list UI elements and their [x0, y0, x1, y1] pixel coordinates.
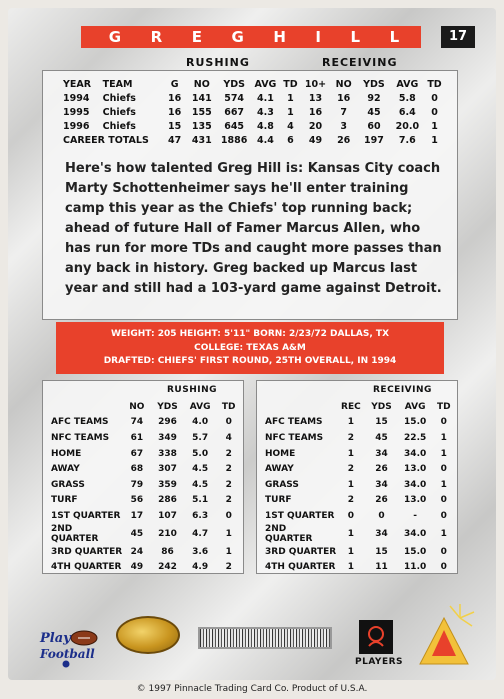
- rushing-split-header: [45, 399, 241, 415]
- table-cell: 3: [340, 120, 347, 132]
- name-letter: R: [150, 28, 177, 46]
- receiving-split-row: [259, 430, 455, 446]
- table-cell: 107: [158, 510, 177, 521]
- table-cell: 4.5: [192, 464, 209, 475]
- vitals-line-2: COLLEGE: TEXAS A&M: [194, 342, 306, 353]
- receiving-split-table: [259, 399, 455, 575]
- career-row: [63, 133, 445, 147]
- col-rush-yds: YDS: [223, 78, 245, 90]
- split-col-td: TD: [221, 401, 236, 412]
- table-cell: 1: [440, 432, 447, 443]
- table-cell: 0: [347, 510, 354, 521]
- receiving-split-row: [259, 524, 455, 544]
- table-cell: 56: [130, 495, 144, 506]
- table-cell: 45: [367, 106, 381, 118]
- table-cell: 45: [375, 432, 388, 443]
- player-vitals: [56, 322, 444, 374]
- split-col-label: [259, 399, 337, 415]
- table-cell: NFC TEAMS: [51, 432, 110, 443]
- table-cell: 1ST QUARTER: [51, 510, 121, 521]
- rushing-split-table: [45, 399, 241, 575]
- table-cell: 0: [225, 417, 232, 428]
- table-cell: 1: [431, 120, 438, 132]
- table-cell: 1: [347, 528, 354, 539]
- table-cell: 1994: [63, 92, 90, 104]
- table-cell: 210: [158, 528, 177, 539]
- table-cell: Chiefs: [102, 120, 136, 132]
- split-col-yds: YDS: [157, 401, 178, 412]
- table-cell: 1: [431, 134, 438, 146]
- name-letter: I: [315, 28, 336, 46]
- table-cell: 1: [347, 448, 354, 459]
- name-letter: E: [191, 28, 216, 46]
- table-cell: 1: [287, 92, 294, 104]
- table-cell: AWAY: [51, 464, 80, 475]
- career-receiving-heading: RECEIVING: [322, 56, 398, 69]
- table-cell: 49: [130, 562, 144, 573]
- table-cell: 34.0: [404, 448, 427, 459]
- vitals-line-3: DRAFTED: CHIEFS' FIRST ROUND, 25TH OVERALL, IN 1994: [103, 356, 397, 366]
- table-cell: 2: [225, 562, 232, 573]
- table-cell: 7: [340, 106, 347, 118]
- table-cell: 3RD QUARTER: [265, 546, 337, 557]
- table-cell: 34.0: [404, 528, 427, 539]
- table-cell: 667: [224, 106, 245, 118]
- col-10plus: 10+: [304, 78, 327, 90]
- receiving-split-row: [259, 446, 455, 462]
- receiving-split-row: [259, 508, 455, 524]
- col-rush-td: TD: [283, 78, 298, 90]
- split-col-rec: REC: [341, 401, 361, 412]
- table-cell: 22.5: [404, 432, 427, 443]
- table-cell: 15: [375, 417, 388, 428]
- table-cell: 74: [130, 417, 144, 428]
- career-stats-table: [63, 77, 445, 147]
- table-cell: 338: [158, 448, 177, 459]
- table-cell: 4.9: [192, 562, 209, 573]
- rushing-split-row: [45, 559, 241, 575]
- rushing-split-row: [45, 508, 241, 524]
- career-stats-panel: [42, 70, 458, 320]
- table-cell: -: [413, 510, 418, 521]
- career-header-row: [63, 77, 445, 91]
- receiving-split-body: [259, 415, 455, 575]
- football-icon: [38, 624, 104, 668]
- table-cell: TURF: [265, 495, 292, 506]
- table-cell: 1886: [220, 134, 248, 146]
- table-cell: HOME: [51, 448, 82, 459]
- table-cell: 141: [191, 92, 212, 104]
- table-cell: 15.0: [404, 417, 427, 428]
- table-cell: 68: [130, 464, 144, 475]
- table-cell: 3RD QUARTER: [51, 546, 123, 557]
- table-cell: 3.6: [192, 546, 209, 557]
- table-cell: 2: [225, 495, 232, 506]
- table-cell: GRASS: [265, 479, 299, 490]
- split-col-no: NO: [129, 401, 145, 412]
- table-cell: 4.1: [257, 92, 274, 104]
- table-cell: 1: [225, 546, 232, 557]
- receiving-split-row: [259, 477, 455, 493]
- col-rec-td: TD: [427, 78, 442, 90]
- players-logo-icon: [359, 620, 393, 654]
- table-cell: 79: [130, 479, 144, 490]
- svg-text:Play: Play: [40, 631, 71, 646]
- table-cell: 24: [130, 546, 144, 557]
- table-cell: AFC TEAMS: [265, 417, 323, 428]
- table-cell: 60: [367, 120, 381, 132]
- play-football-logo: [38, 624, 104, 668]
- copyright-footer: © 1997 Pinnacle Trading Card Co. Product of U.S.A.: [136, 684, 368, 694]
- table-cell: 4: [225, 432, 232, 443]
- career-rushing-heading: RUSHING: [186, 56, 250, 69]
- table-cell: 15.0: [404, 546, 427, 557]
- table-cell: 34: [375, 448, 388, 459]
- table-cell: 0: [440, 417, 447, 428]
- vitals-line-1: WEIGHT: 205 HEIGHT: 5'11" BORN: 2/23/72 DALLAS, TX: [110, 329, 390, 339]
- table-cell: 11.0: [404, 562, 427, 573]
- receiving-split-row: [259, 493, 455, 509]
- gold-seal-icon: [116, 616, 180, 654]
- table-cell: 4.8: [257, 120, 274, 132]
- table-cell: 61: [130, 432, 144, 443]
- table-cell: AFC TEAMS: [51, 417, 109, 428]
- rushing-split-row: [45, 446, 241, 462]
- table-cell: 16: [168, 106, 182, 118]
- receiving-split-row: [259, 461, 455, 477]
- table-cell: 5.0: [192, 448, 209, 459]
- table-cell: 1: [440, 448, 447, 459]
- table-cell: 6.3: [192, 510, 209, 521]
- table-cell: 26: [375, 464, 388, 475]
- table-cell: 0: [378, 510, 385, 521]
- table-cell: 34: [375, 528, 388, 539]
- table-cell: 0: [440, 464, 447, 475]
- col-rec-no: NO: [335, 78, 352, 90]
- table-cell: Chiefs: [102, 106, 136, 118]
- table-cell: 1: [347, 546, 354, 557]
- table-cell: 5.7: [192, 432, 209, 443]
- col-rush-avg: AVG: [254, 78, 277, 90]
- table-cell: 2ND QUARTER: [51, 523, 99, 544]
- table-cell: 1: [347, 562, 354, 573]
- table-cell: 4TH QUARTER: [51, 562, 122, 573]
- table-cell: 574: [224, 92, 245, 104]
- table-cell: 16: [168, 92, 182, 104]
- table-cell: AWAY: [265, 464, 294, 475]
- col-year: YEAR: [63, 78, 92, 90]
- table-cell: 242: [158, 562, 177, 573]
- table-cell: 6: [287, 134, 294, 146]
- table-cell: 2ND QUARTER: [265, 523, 313, 544]
- rushing-split-row: [45, 430, 241, 446]
- receiving-split-header: [259, 399, 455, 415]
- table-cell: 0: [431, 92, 438, 104]
- table-cell: 0: [431, 106, 438, 118]
- receiving-split-row: [259, 415, 455, 431]
- rushing-split-row: [45, 493, 241, 509]
- table-cell: 20.0: [395, 120, 420, 132]
- table-cell: 1ST QUARTER: [265, 510, 335, 521]
- rushing-split-title: RUSHING: [167, 385, 218, 395]
- table-cell: 34.0: [404, 479, 427, 490]
- split-col-td: TD: [436, 401, 451, 412]
- table-cell: 1995: [63, 106, 90, 118]
- players-inc-logo: [355, 620, 404, 670]
- table-cell: 5.8: [398, 92, 416, 104]
- table-cell: 1: [347, 417, 354, 428]
- table-cell: 4.0: [192, 417, 209, 428]
- table-cell: 15: [375, 546, 388, 557]
- table-cell: 2: [225, 464, 232, 475]
- table-cell: 4.4: [257, 134, 274, 146]
- table-cell: 11: [375, 562, 388, 573]
- table-cell: 16: [337, 92, 351, 104]
- name-letter: L: [350, 28, 375, 46]
- table-cell: 0: [440, 562, 447, 573]
- career-row: [63, 119, 445, 133]
- table-cell: 2: [225, 479, 232, 490]
- col-rec-yds: YDS: [363, 78, 385, 90]
- table-cell: 20: [308, 120, 323, 132]
- split-col-avg: AVG: [404, 401, 426, 412]
- table-cell: 135: [191, 120, 212, 132]
- table-cell: 13.0: [404, 464, 427, 475]
- rushing-split-row: [45, 544, 241, 560]
- table-cell: 4.3: [257, 106, 274, 118]
- table-cell: 0: [225, 510, 232, 521]
- table-cell: 645: [224, 120, 245, 132]
- table-cell: CAREER TOTALS: [63, 134, 149, 146]
- rushing-split-row: [45, 477, 241, 493]
- career-stats-body: [63, 91, 445, 147]
- name-letter: L: [389, 28, 414, 46]
- receiving-split-title: RECEIVING: [373, 385, 432, 395]
- split-col-label: [45, 399, 123, 415]
- table-cell: 0: [440, 495, 447, 506]
- table-cell: 359: [158, 479, 177, 490]
- name-letter: G: [108, 28, 136, 46]
- table-cell: 1996: [63, 120, 90, 132]
- table-cell: 7.6: [398, 134, 416, 146]
- split-col-yds: YDS: [371, 401, 392, 412]
- table-cell: 16: [308, 106, 323, 118]
- receiving-split-panel: [256, 380, 458, 574]
- table-cell: 26: [375, 495, 388, 506]
- card-number: 17: [441, 26, 475, 48]
- rushing-split-panel: [42, 380, 244, 574]
- table-cell: 4.7: [192, 528, 209, 539]
- table-cell: 6.4: [398, 106, 416, 118]
- split-col-avg: AVG: [189, 401, 211, 412]
- table-cell: Chiefs: [102, 92, 136, 104]
- table-cell: 155: [191, 106, 212, 118]
- table-cell: 92: [367, 92, 381, 104]
- svg-text:Football: Football: [40, 647, 95, 661]
- col-team: TEAM: [102, 78, 133, 90]
- table-cell: 307: [158, 464, 177, 475]
- career-row: [63, 105, 445, 119]
- table-cell: NFC TEAMS: [265, 432, 324, 443]
- career-row: [63, 91, 445, 105]
- table-cell: 4.5: [192, 479, 209, 490]
- table-cell: 45: [130, 528, 144, 539]
- col-games: G: [170, 78, 179, 90]
- table-cell: 15: [168, 120, 182, 132]
- player-name-banner: [81, 26, 421, 48]
- player-bio: Here's how talented Greg Hill is: Kansas City coach Marty Schottenheimer says he'll enter training camp this year as the Chiefs' top running back; ahead of future Hall of Famer Marcus Allen, who has run for more TDs and caught more passes than any back in history. Greg backed up Marcus last year and still had a 103-yard game against Detroit.: [65, 161, 442, 296]
- players-label: PLAYERS: [355, 657, 404, 667]
- name-letter: G: [231, 28, 258, 46]
- table-cell: 1: [440, 528, 447, 539]
- table-cell: TURF: [51, 495, 78, 506]
- table-cell: 2: [347, 495, 354, 506]
- col-rush-no: NO: [193, 78, 210, 90]
- table-cell: 296: [158, 417, 177, 428]
- rushing-split-row: [45, 415, 241, 431]
- table-cell: 2: [225, 448, 232, 459]
- table-cell: 67: [130, 448, 144, 459]
- table-cell: 2: [347, 432, 354, 443]
- table-cell: 4: [287, 120, 294, 132]
- col-rec-avg: AVG: [396, 78, 419, 90]
- barcode-hologram: [198, 627, 332, 649]
- rushing-split-row: [45, 461, 241, 477]
- table-cell: 34: [375, 479, 388, 490]
- pinnacle-logo-icon: [414, 604, 476, 668]
- table-cell: 26: [337, 134, 351, 146]
- table-cell: 197: [364, 134, 384, 146]
- table-cell: 1: [347, 479, 354, 490]
- table-cell: 13.0: [404, 495, 427, 506]
- table-cell: 1: [287, 106, 294, 118]
- table-cell: 86: [161, 546, 174, 557]
- table-cell: 4TH QUARTER: [265, 562, 336, 573]
- table-cell: 349: [158, 432, 177, 443]
- table-cell: 2: [347, 464, 354, 475]
- rushing-split-row: [45, 524, 241, 544]
- table-cell: GRASS: [51, 479, 85, 490]
- table-cell: 431: [191, 134, 212, 146]
- table-cell: 17: [130, 510, 144, 521]
- receiving-split-row: [259, 559, 455, 575]
- receiving-split-row: [259, 544, 455, 560]
- table-cell: 0: [440, 510, 447, 521]
- rushing-split-body: [45, 415, 241, 575]
- table-cell: 13: [308, 92, 323, 104]
- table-cell: 0: [440, 546, 447, 557]
- table-cell: 49: [308, 134, 323, 146]
- table-cell: 286: [158, 495, 177, 506]
- table-cell: 1: [225, 528, 232, 539]
- table-cell: 5.1: [192, 495, 209, 506]
- table-cell: HOME: [265, 448, 296, 459]
- name-letter: H: [273, 28, 300, 46]
- table-cell: 47: [168, 134, 182, 146]
- table-cell: 1: [440, 479, 447, 490]
